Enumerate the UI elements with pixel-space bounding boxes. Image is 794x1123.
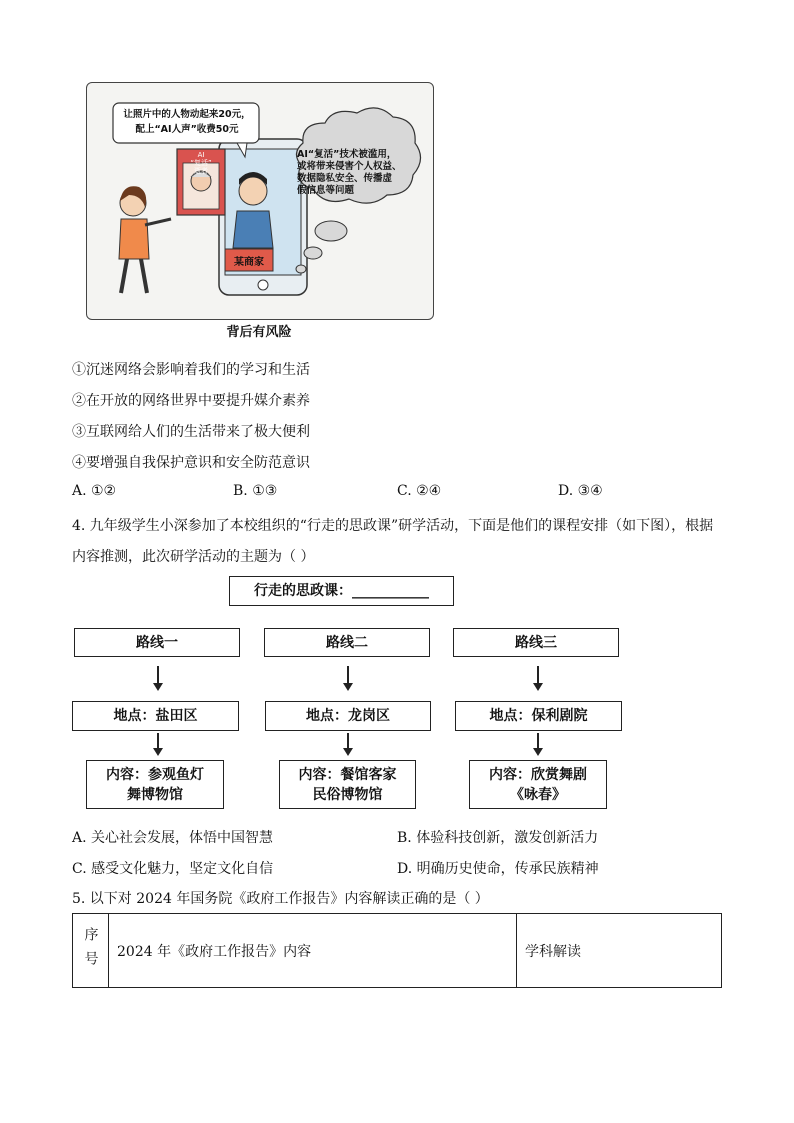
route-3-content: 内容：欣赏舞剧 《咏春》: [469, 760, 607, 809]
arrow-route-1: [157, 666, 159, 684]
speech-bubble-text: 让照片中的人物动起来20元， 配上“AI人声”收费50元: [123, 109, 251, 135]
q5-table: [72, 913, 722, 988]
cartoon-caption: 背后有风险: [226, 325, 292, 340]
q4-option-d: D. 明确历史使命，传承民族精神: [397, 861, 599, 877]
q4-option-a: A. 关心社会发展，体悟中国智慧: [72, 830, 274, 846]
arrow-head: [153, 748, 163, 756]
q5-stem: 5. 以下对 2024 年国务院《政府工作报告》内容解读正确的是（ ）: [72, 891, 489, 907]
table-header-content: 2024 年《政府工作报告》内容: [109, 914, 517, 987]
cartoon-illustration: [86, 82, 434, 320]
route-2-name: 路线二: [264, 628, 430, 657]
statement-4: ④要增强自我保护意识和安全防范意识: [72, 455, 310, 471]
arrow-head: [343, 748, 353, 756]
arrow-place-1: [157, 733, 159, 749]
arrow-route-3: [537, 666, 539, 684]
route-1-name: 路线一: [74, 628, 240, 657]
route-3-place: 地点：保利剧院: [455, 701, 622, 731]
q3-option-a: A. ①②: [72, 483, 117, 499]
route-2-place: 地点：龙岗区: [265, 701, 431, 731]
statement-3: ③互联网给人们的生活带来了极大便利: [72, 424, 310, 440]
arrow-place-2: [347, 733, 349, 749]
table-header-interpretation: 学科解读: [525, 943, 581, 960]
q4-stem-line1: 4. 九年级学生小深参加了本校组织的“行走的思政课”研学活动，下面是他们的课程安排（如下图），根据: [72, 518, 714, 534]
q3-option-d: D. ③④: [558, 483, 603, 499]
q3-option-c: C. ②④: [397, 483, 442, 499]
arrow-head: [533, 683, 543, 691]
arrow-head: [533, 748, 543, 756]
q4-stem-line2: 内容推测，此次研学活动的主题为（ ）: [72, 549, 315, 565]
arrow-head: [153, 683, 163, 691]
q3-option-b: B. ①③: [233, 483, 278, 499]
route-2-content: 内容：餐馆客家 民俗博物馆: [279, 760, 416, 809]
arrow-route-2: [347, 666, 349, 684]
flow-title: 行走的思政课：___________: [229, 576, 454, 606]
thought-bubble-text: AI“复活”技术被滥用， 或将带来侵害个人权益、 数据隐私安全、传播虚 假信息等问题: [297, 149, 402, 196]
arrow-place-3: [537, 733, 539, 749]
route-1-content: 内容：参观鱼灯 舞博物馆: [86, 760, 224, 809]
shop-sign: 某商家: [234, 257, 264, 268]
portrait-frame-label: AI “复活” 逝者: [190, 151, 212, 175]
q4-option-c: C. 感受文化魅力，坚定文化自信: [72, 861, 274, 877]
route-1-place: 地点：盐田区: [72, 701, 239, 731]
table-header-index: 序号: [73, 914, 109, 987]
arrow-head: [343, 683, 353, 691]
statement-2: ②在开放的网络世界中要提升媒介素养: [72, 393, 310, 409]
q4-option-b: B. 体验科技创新，激发创新活力: [397, 830, 599, 846]
route-3-name: 路线三: [453, 628, 619, 657]
statement-1: ①沉迷网络会影响着我们的学习和生活: [72, 362, 310, 378]
